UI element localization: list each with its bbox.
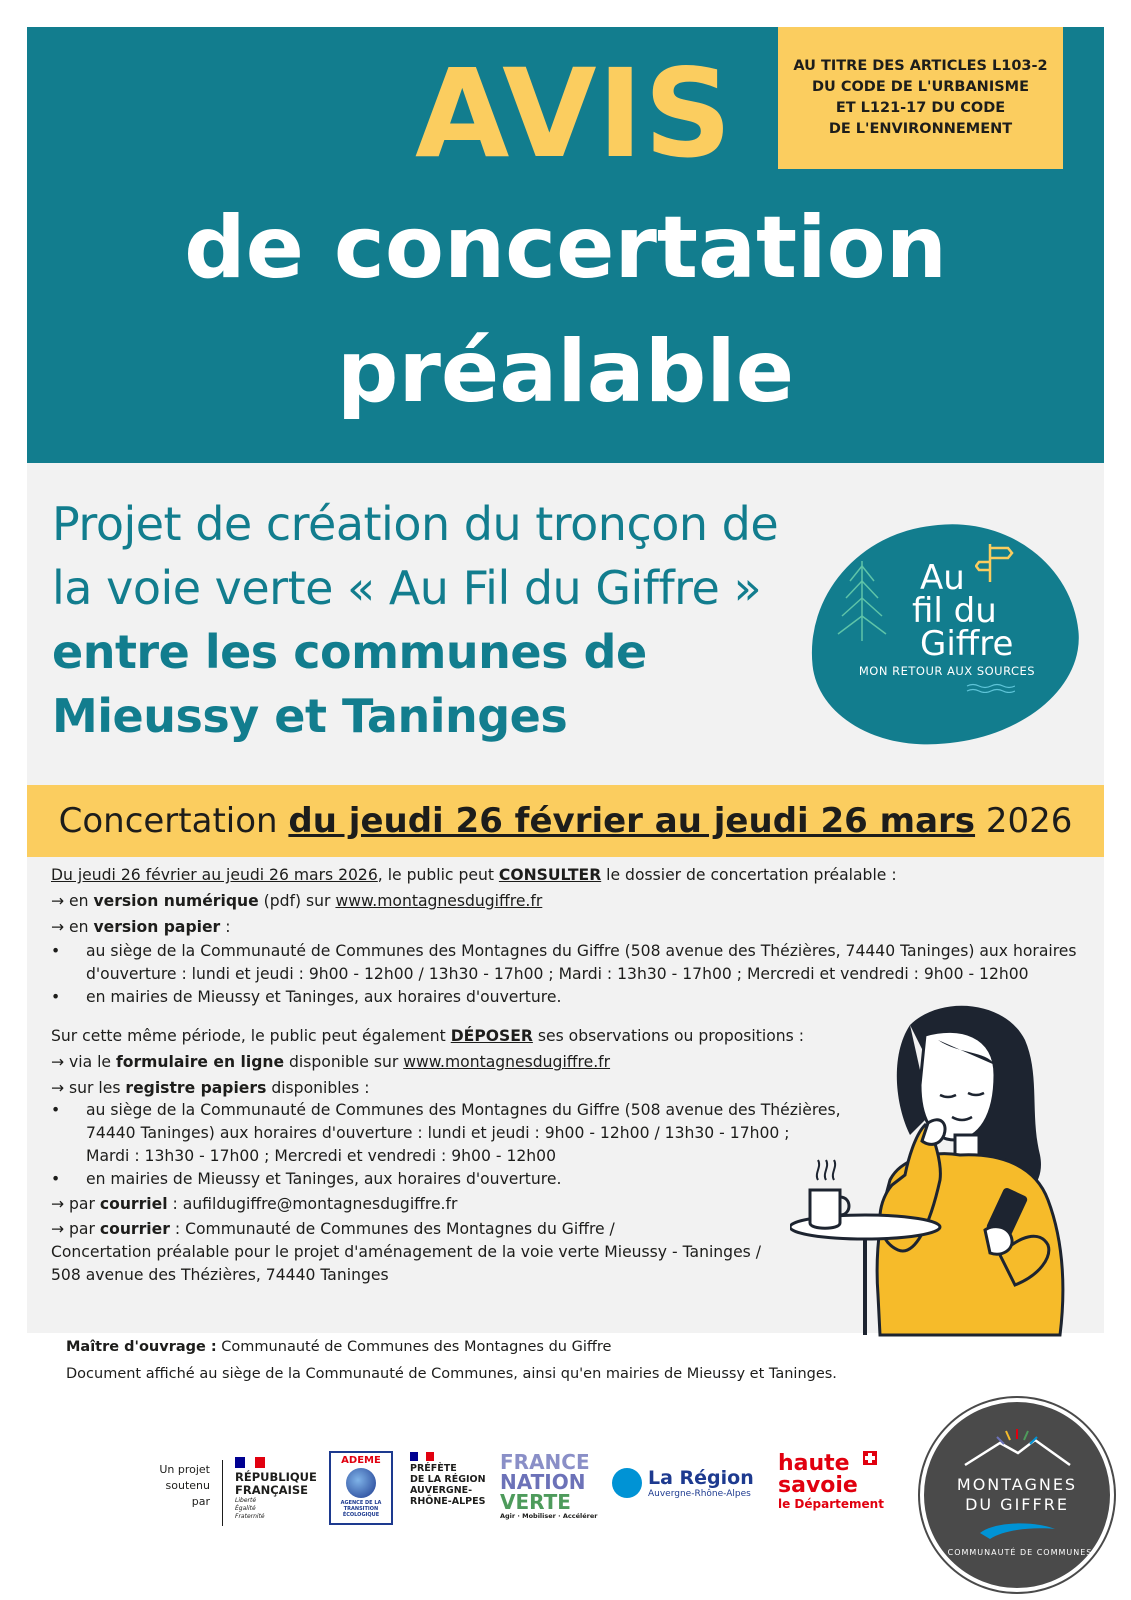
arrow-prefix: → par — [51, 1220, 100, 1238]
consult-intro-end: le dossier de concertation préalable : — [601, 866, 897, 884]
region-icon — [612, 1468, 642, 1498]
pine-tree-icon — [832, 556, 902, 646]
globe-icon — [346, 1468, 376, 1498]
flag-icon — [235, 1457, 265, 1468]
rf-motto: Liberté Égalité Fraternité — [235, 1497, 265, 1520]
paper-end: : — [220, 918, 231, 936]
online-mid: disponible sur — [284, 1053, 404, 1071]
owner-label: Maître d'ouvrage : — [66, 1339, 217, 1355]
sponsor-caption: Un projet soutenu par — [159, 1463, 210, 1508]
mountain-icon — [960, 1425, 1075, 1470]
digital-mid: (pdf) sur — [258, 892, 336, 910]
concertation-dates-band — [27, 785, 1104, 857]
mdg-ring-text: COMMUNAUTÉ DE COMMUNES — [947, 1548, 1093, 1557]
prefet-l1: PRÉFÈTE — [410, 1463, 457, 1474]
list-item — [51, 940, 1077, 986]
consult-bullet2: en mairies de Mieussy et Taninges, aux horaires d'ouverture. — [86, 988, 562, 1006]
mail-line2: Concertation préalable pour le projet d'aménagement de la voie verte Mieussy - Taninges / — [51, 1243, 761, 1261]
deposit-intro-end: ses observations ou propositions : — [532, 1027, 804, 1045]
region-name: La Région — [648, 1467, 754, 1489]
rf-line1: RÉPUBLIQUE — [235, 1470, 317, 1484]
online-form-label: formulaire en ligne — [115, 1053, 285, 1071]
bullet-dot: • — [51, 942, 61, 960]
consult-intro-mid: , le public peut — [377, 866, 499, 884]
arrow-prefix: → sur les — [51, 1079, 126, 1097]
savoie-cross-icon — [863, 1451, 877, 1465]
prefet-l2: DE LA RÉGION — [410, 1474, 486, 1485]
page-title-line2: préalable — [336, 322, 795, 422]
legal-reference-box — [778, 27, 1063, 169]
prefete-logo — [410, 1452, 490, 1507]
divider — [222, 1460, 223, 1526]
paper-register-label: registre papiers — [125, 1079, 267, 1097]
legal-reference-text: AU TITRE DES ARTICLES L103-2 DU CODE DE L'URBANISME ET L121-17 DU CODE DE L'ENVIRONNEMENT — [793, 58, 1048, 137]
republique-francaise-logo — [235, 1457, 317, 1521]
arrow-prefix: → via le — [51, 1053, 116, 1071]
display-note: Document affiché au siège de la Communauté de Communes, ainsi qu'en mairies de Mieussy et Taninges. — [66, 1366, 837, 1382]
bullet-dot: • — [51, 1170, 61, 1188]
mdg-line1: MONTAGNES — [956, 1475, 1078, 1494]
wave-icon — [965, 683, 1015, 693]
flag-icon — [410, 1452, 434, 1461]
deposit-intro — [51, 1025, 804, 1048]
date-range: du jeudi 26 février au jeudi 26 mars — [288, 801, 976, 841]
deposit-mail — [51, 1218, 761, 1287]
project-title-bold: entre les communes de Mieussy et Taninges — [52, 625, 647, 743]
ademe-name: ADEME — [341, 1455, 381, 1466]
arrow-prefix: → en — [51, 892, 94, 910]
deposit-register — [51, 1077, 370, 1100]
fnv-l3: VERTE — [500, 1490, 571, 1514]
deposit-online — [51, 1051, 610, 1074]
bullet-dot: • — [51, 988, 61, 1006]
project-title-regular: Projet de création du tronçon de la voie verte « Au Fil du Giffre » — [52, 497, 779, 615]
deposit-bullet1-line2: 74440 Taninges) aux horaires d'ouverture : lundi et jeudi : 9h00 - 12h00 / 13h30 - 17h00 ; — [86, 1124, 790, 1142]
deposit-bullet2: en mairies de Mieussy et Taninges, aux horaires d'ouverture. — [86, 1170, 562, 1188]
river-swoosh-icon — [975, 1519, 1060, 1541]
deposit-intro-start: Sur cette même période, le public peut également — [51, 1027, 451, 1045]
mdg-wordmark — [920, 1475, 1114, 1515]
fnv-l2: NATION — [500, 1470, 586, 1494]
consult-bullet1-line2: d'ouverture : lundi et jeudi : 9h00 - 12h00 / 13h30 - 17h00 ; Mardi : 13h30 - 17h00 ; Mercredi et vendredi : 9h00 - 12h00 — [86, 965, 1029, 983]
la-region-logo — [648, 1467, 768, 1500]
logo-tagline: MON RETOUR AUX SOURCES — [858, 664, 1036, 678]
prefet-l4: RHÔNE-ALPES — [410, 1496, 486, 1507]
ademe-logo — [329, 1451, 393, 1525]
bullet-dot: • — [51, 1101, 61, 1119]
mail-line3: 508 avenue des Thézières, 74440 Taninges — [51, 1266, 389, 1284]
logo-line3: Giffre — [920, 624, 1014, 664]
paper-version-label: version papier — [93, 918, 221, 936]
logo-line2: fil du — [912, 591, 997, 631]
deposit-verb: DÉPOSER — [450, 1027, 533, 1045]
consult-intro — [51, 864, 897, 887]
hs-l2: savoie — [778, 1473, 858, 1498]
consult-paper — [51, 916, 230, 939]
email-address[interactable]: : aufildugiffre@montagnesdugiffre.fr — [167, 1195, 458, 1213]
ademe-sub: AGENCE DE LA TRANSITION ÉCOLOGIQUE — [340, 1500, 382, 1518]
france-nation-verte-logo — [500, 1452, 600, 1521]
date-year: 2026 — [985, 801, 1073, 841]
logo-line1: Au — [920, 558, 965, 598]
email-label: courriel — [99, 1195, 168, 1213]
consult-verb: CONSULTER — [498, 866, 602, 884]
deposit-email — [51, 1193, 457, 1216]
deposit-bullet1-line3: Mardi : 13h30 - 17h00 ; Mercredi et vendredi : 9h00 - 12h00 — [86, 1147, 557, 1165]
mdg-line2: DU GIFFRE — [965, 1495, 1069, 1514]
owner-value: Communauté de Communes des Montagnes du Giffre — [216, 1339, 612, 1355]
arrow-prefix: → en — [51, 918, 94, 936]
logo-wordmark — [912, 558, 1014, 664]
digital-version-label: version numérique — [93, 892, 259, 910]
region-sub: Auvergne-Rhône-Alpes — [648, 1489, 751, 1499]
rf-line2: FRANÇAISE — [235, 1483, 308, 1497]
mail-end: : Communauté de Communes des Montagnes du Giffre / — [169, 1220, 615, 1238]
consult-date: Du jeudi 26 février au jeudi 26 mars 2026 — [51, 866, 378, 884]
website-link[interactable]: www.montagnesdugiffre.fr — [403, 1053, 611, 1071]
fnv-sub: Agir · Mobiliser · Accélérer — [500, 1512, 598, 1520]
avis-heading: AVIS — [415, 43, 733, 185]
prefet-l3: AUVERGNE- — [410, 1485, 473, 1496]
consult-digital — [51, 890, 542, 913]
mail-label: courrier — [99, 1220, 170, 1238]
hs-l1: haute — [778, 1451, 850, 1476]
project-title — [52, 492, 812, 748]
date-prefix: Concertation — [58, 801, 278, 841]
arrow-prefix: → par — [51, 1195, 100, 1213]
fnv-l1: FRANCE — [500, 1450, 590, 1474]
deposit-bullet1-line1: au siège de la Communauté de Communes des Montagnes du Giffre (508 avenue des Thézières, — [86, 1101, 841, 1119]
register-end: disponibles : — [266, 1079, 370, 1097]
consult-bullet1-line1: au siège de la Communauté de Communes des Montagnes du Giffre (508 avenue des Thézières, 74440 Taninges) aux horaires — [86, 942, 1077, 960]
website-link[interactable]: www.montagnesdugiffre.fr — [335, 892, 543, 910]
hs-l3: le Département — [778, 1497, 884, 1511]
owner-line — [66, 1337, 611, 1357]
page-title-line1: de concertation — [184, 198, 947, 298]
woman-with-coffee-illustration — [790, 995, 1090, 1340]
